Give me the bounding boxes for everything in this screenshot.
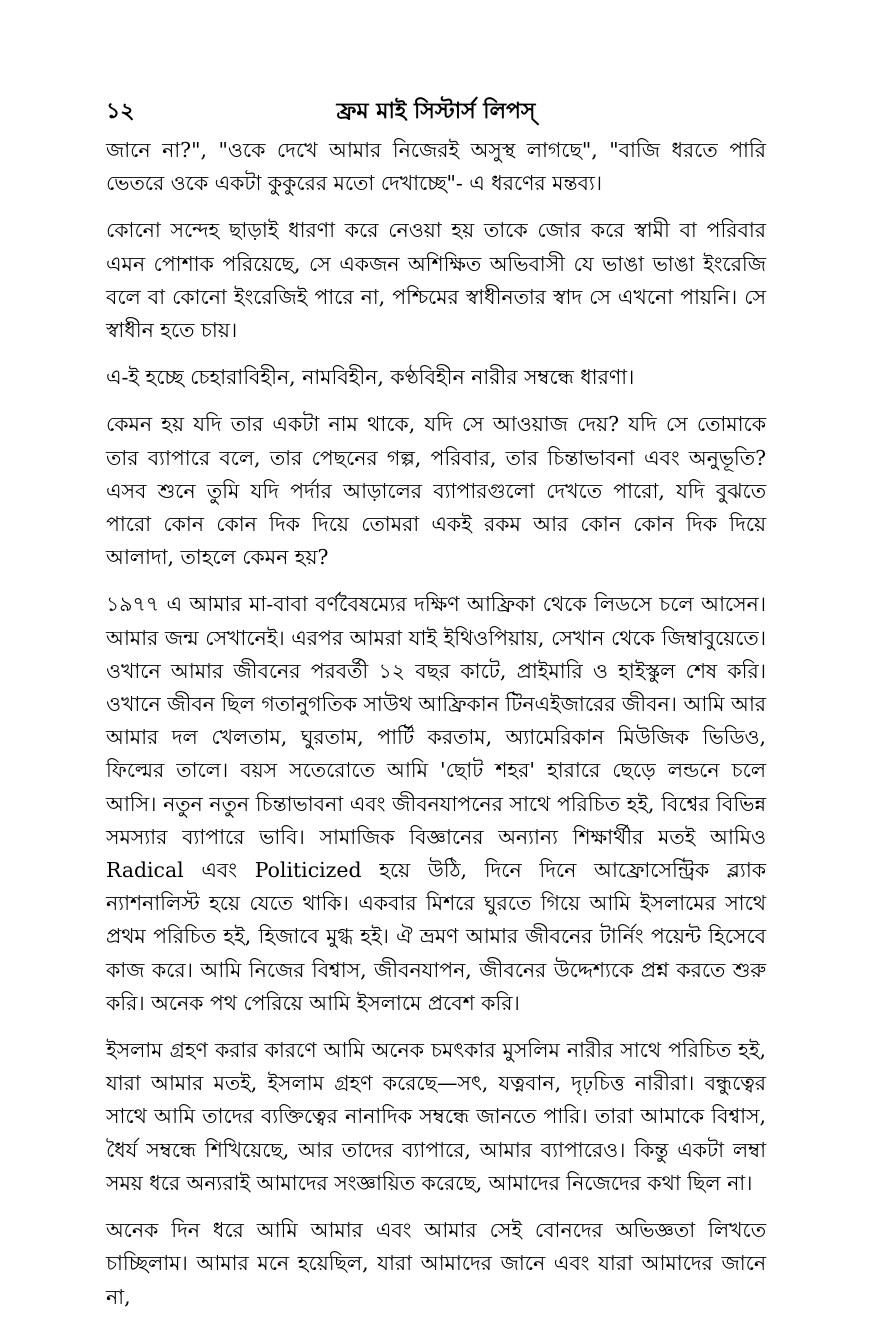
book-page: [106, 88, 766, 1328]
running-title: ফ্রম মাই সিস্টার্স লিপস্: [336, 98, 536, 124]
paragraph: জানে না?", "ওকে দেখে আমার নিজেরই অসুস্থ লাগছে", "বাজি ধরতে পারি ভেতরে ওকে একটা কুকুরের মতো দেখাচ্ছে"- এ ধরণের মন্তব্য।: [106, 138, 766, 196]
page-header: [106, 88, 766, 134]
paragraph: অনেক দিন ধরে আমি আমার এবং আমার সেই বোনদের অভিজ্ঞতা লিখতে চাচ্ছিলাম। আমার মনে হয়েছিল, যারা আমাদের জানে এবং যারা আমাদের জানে না,: [106, 1218, 766, 1309]
paragraph: কোনো সন্দেহ ছাড়াই ধারণা করে নেওয়া হয় তাকে জোর করে স্বামী বা পরিবার এমন পোশাক পরিয়েছে, সে একজন অশিক্ষিত অভিবাসী যে ভাঙা ভাঙা ইংরেজি বলে বা কোনো ইংরেজিই পারে না, পশ্চিমের স্বাধীনতার স্বাদ সে এখনো পায়নি। সে স্বাধীন হতে চায়।: [106, 218, 766, 343]
body-text: [106, 134, 766, 1314]
paragraph: ইসলাম গ্রহণ করার কারণে আমি অনেক চমৎকার মুসলিম নারীর সাথে পরিচিত হই, যারা আমার মতই, ইসলাম গ্রহণ করেছে—সৎ, যত্নবান, দৃঢ়চিত্ত নারীরা। বন্ধুত্বের সাথে আমি তাদের ব্যক্তিত্বের নানাদিক সম্বন্ধে জানতে পারি। তারা আমাকে বিশ্বাস, ধৈর্য সম্বন্ধে শিখিয়েছে, আর তাদের ব্যাপারে, আমার ব্যাপারেও। কিন্তু একটা লম্বা সময় ধরে অন্যরাই আমাদের সংজ্ঞায়িত করেছে, আমাদের নিজেদের কথা ছিল না।: [106, 1038, 766, 1195]
paragraph: ১৯৭৭ এ আমার মা-বাবা বর্ণবৈষম্যের দক্ষিণ আফ্রিকা থেকে লিডসে চলে আসেন। আমার জন্ম সেখানেই। এরপর আমরা যাই ইথিওপিয়ায়, সেখান থেকে জিম্বাবুয়েতে। ওখানে আমার জীবনের পরবর্তী ১২ বছর কাটে, প্রাইমারি ও হাইস্কুল শেষ করি। ওখানে জীবন ছিল গতানুগতিক সাউথ আফ্রিকান টিনএইজারের জীবন। আমি আর আমার দল খেলতাম, ঘুরতাম, পার্টি করতাম, অ্যামেরিকান মিউজিক ভিডিও, ফিল্মের তালে। বয়স সতেরোতে আমি 'ছোট শহর' হারারে ছেড়ে লন্ডনে চলে আসি। নতুন নতুন চিন্তাভাবনা এবং জীবনযাপনের সাথে পরিচিত হই, বিশ্বের বিভিন্ন সমস্যার ব্যাপারে ভাবি। সামাজিক বিজ্ঞানের অন্যান্য শিক্ষার্থীর মতই আমিও Radical এবং Politicized হয়ে উঠি, দিনে দিনে আফ্রোসেন্ট্রিক ব্ল্যাক ন্যাশনালিস্ট হয়ে যেতে থাকি। একবার মিশরে ঘুরতে গিয়ে আমি ইসলামের সাথে প্রথম পরিচিত হই, হিজাবে মুগ্ধ হই। ঐ ভ্রমণ আমার জীবনের টার্নিং পয়েন্ট হিসেবে কাজ করে। আমি নিজের বিশ্বাস, জীবনযাপন, জীবনের উদ্দেশ্যকে প্রশ্ন করতে শুরু করি। অনেক পথ পেরিয়ে আমি ইসলামে প্রবেশ করি।: [106, 592, 766, 1015]
paragraph: কেমন হয় যদি তার একটা নাম থাকে, যদি সে আওয়াজ দেয়? যদি সে তোমাকে তার ব্যাপারে বলে, তার পেছনের গল্প, পরিবার, তার চিন্তাভাবনা এবং অনুভূতি? এসব শুনে তুমি যদি পর্দার আড়ালের ব্যাপারগুলো দেখতে পারো, যদি বুঝতে পারো কোন কোন দিক দিয়ে তোমরা একই রকম আর কোন কোন দিক দিয়ে আলাদা, তাহলে কেমন হয়?: [106, 412, 766, 570]
paragraph: এ-ই হচ্ছে চেহারাবিহীন, নামবিহীন, কণ্ঠবিহীন নারীর সম্বন্ধে ধারণা।: [106, 365, 635, 390]
page-number: ১২: [106, 98, 135, 124]
